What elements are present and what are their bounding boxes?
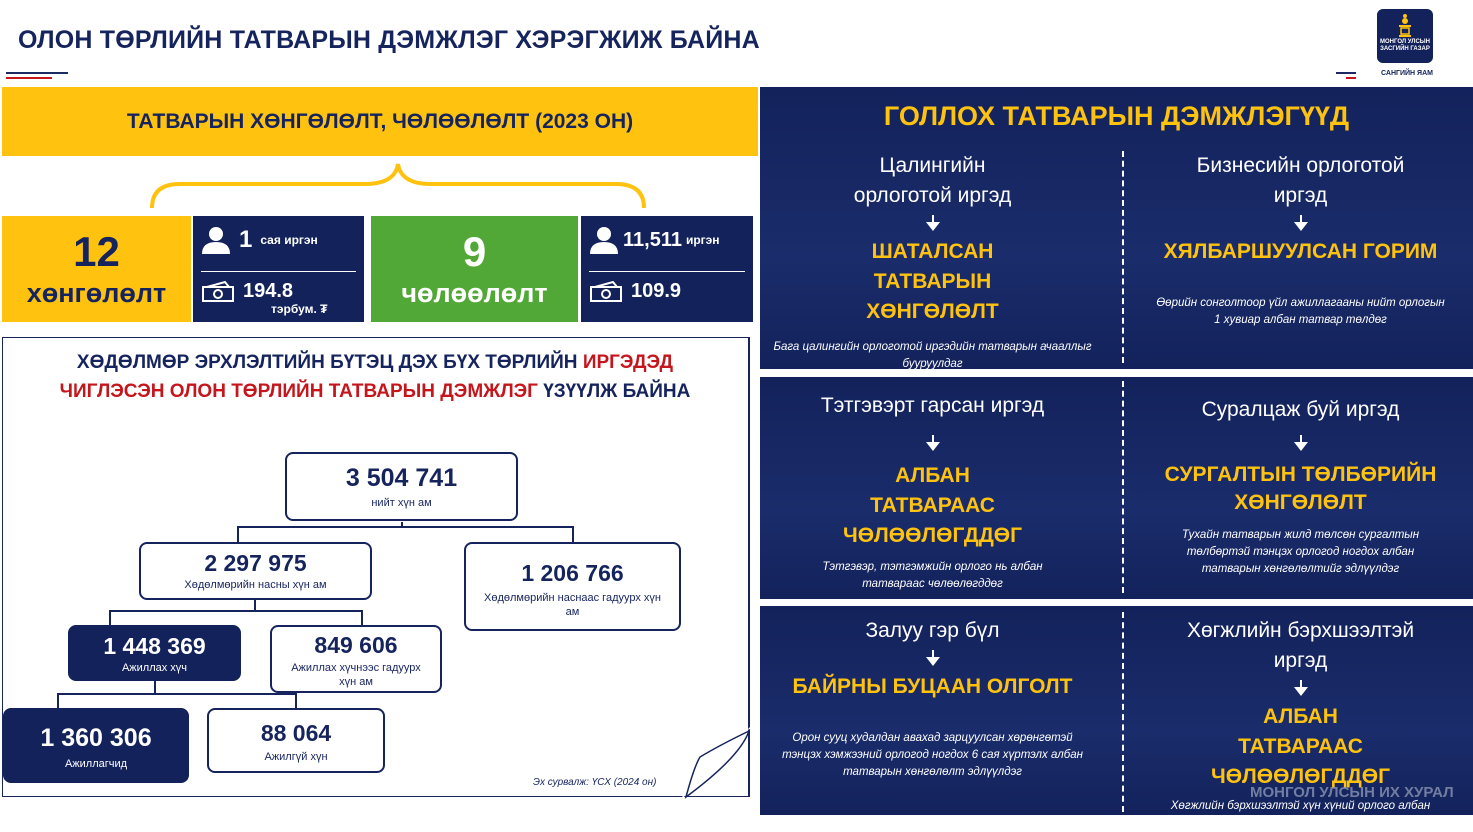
government-logo: [1377, 9, 1433, 63]
supports-section-1: [760, 87, 1473, 369]
person-icon: [201, 226, 231, 254]
brace-icon: [140, 160, 655, 212]
watermark: МОНГОЛ УЛСЫН ИХ ХУРАЛ: [1250, 784, 1454, 801]
ministry-name: САНГИЙН ЯАМ: [1381, 70, 1433, 77]
arrow-down-icon: [1294, 215, 1308, 231]
money-icon: [589, 281, 623, 303]
summary-heading: ТАТВАРЫН ХӨНГӨЛӨЛТ, ЧӨЛӨӨЛӨЛТ (2023 ОН): [2, 87, 758, 156]
reliefs-detail-card: [193, 216, 364, 322]
outside-working-age-node: 1 206 766 Хөдөлмөрийн наснаас гадуурх хүн ам: [464, 542, 681, 631]
support-item-retired: Тэтгэвэрт гарсан иргэд АЛБАН ТАТВАРААС ЧӨЛӨӨЛӨГДДӨГ Тэтгэвэр, тэтгэмжийн орлого нь албан татвараас чөлөөлөгддөг: [820, 394, 1045, 590]
reliefs-count: 12: [73, 228, 120, 275]
title-underline: [6, 72, 68, 74]
support-item-students: Суралцаж буй иргэд СУРГАЛТЫН ТӨЛБӨРИЙН ХӨНГӨЛӨЛТ Тухайн татварын жилд төлсөн сургалтын төлбөртэй тэнцэх орлогод ногдох албан татварын хөнгөлөлтийг эдлүүлдэг: [1164, 398, 1437, 575]
reliefs-count-card: [2, 216, 191, 322]
source-note: Эх сурвалж: ҮСХ (2024 он): [533, 777, 657, 788]
unemployed-node: 88 064 Ажилгүй хүн: [207, 708, 385, 773]
structure-title: ХӨДӨЛМӨР ЭРХЛЭЛТИЙН БҮТЭЦ ДЭХ БҮХ ТӨРЛИЙН ИРГЭДЭД ЧИГЛЭСЭН ОЛОН ТӨРЛИЙН ТАТВАРЫН ДЭМЖЛЭГ ҮЗҮҮЛЖ БАЙНА: [59, 352, 691, 402]
exemptions-people-unit: иргэн: [685, 233, 720, 247]
logo-underline: [1336, 72, 1356, 74]
support-item-salary: Цалингийн орлоготой иргэд ШАТАЛСАН ТАТВАРЫН ХӨНГӨЛӨЛТ Бага цалингийн орлоготой иргэдийн татварын ачааллыг бууруулдаг: [773, 154, 1092, 370]
logo-underline-red: [1346, 77, 1356, 79]
main-supports-panel: [760, 87, 1473, 829]
reliefs-people-unit: сая иргэн: [260, 233, 318, 247]
employed-node: 1 360 306 Ажиллагчид: [3, 708, 189, 783]
arrow-down-icon: [1294, 435, 1308, 451]
exemptions-label: чөлөөлөлт: [401, 278, 548, 308]
reliefs-people-value: 1: [239, 226, 253, 253]
page-title: ОЛОН ТӨРЛИЙН ТАТВАРЫН ДЭМЖЛЭГ ХЭРЭГЖИЖ БАЙНА: [18, 26, 760, 54]
exemptions-amount: 109.9: [631, 280, 682, 302]
arrow-down-icon: [926, 435, 940, 451]
logo-text: МОНГОЛ УЛСЫН ЗАСГИЙН ГАЗАР: [1380, 39, 1430, 52]
exemptions-count-card: [371, 216, 578, 322]
exemptions-detail-card: [581, 216, 753, 322]
arrow-down-icon: [926, 215, 940, 231]
total-population-node: 3 504 741 нийт хүн ам: [285, 452, 518, 521]
outside-labor-force-node: 849 606 Ажиллах хүчнээс гадуурх хүн ам: [270, 625, 442, 693]
support-item-disabled: Хөгжлийн бэрхшээлтэй иргэд АЛБАН ТАТВАРААС ЧӨЛӨӨЛӨГДДӨГ Хөгжлийн бэрхшээлтэй хүн хүний орлого албан татвараас чөлөөлөгддөг: [1170, 619, 1431, 829]
arrow-down-icon: [926, 650, 940, 666]
supports-heading: ГОЛЛОХ ТАТВАРЫН ДЭМЖЛЭГҮҮД: [883, 101, 1350, 131]
arrow-down-icon: [1294, 680, 1308, 696]
reliefs-amount: 194.8: [243, 280, 294, 302]
exemptions-count: 9: [462, 228, 487, 275]
working-age-node: 2 297 975 Хөдөлмөрийн насны хүн ам: [139, 542, 372, 600]
supports-section-2: [760, 377, 1473, 599]
person-icon: [589, 226, 619, 254]
title-underline-red: [6, 77, 52, 79]
reliefs-label: хөнгөлөлт: [26, 278, 167, 308]
amount-unit: тэрбум. ₮: [271, 302, 328, 316]
exemptions-people-value: 11,511: [623, 228, 682, 251]
labor-force-node: 1 448 369 Ажиллах хүч: [68, 625, 241, 681]
support-item-business: Бизнесийн орлоготой иргэд ХЯЛБАРШУУЛСАН ГОРИМ Өөрийн сонголтоор үйл ажиллагааны нийт орлогын 1 хувиар албан татвар төлдөг: [1156, 154, 1445, 326]
support-item-young-family: Залуу гэр бүл БАЙРНЫ БУЦААН ОЛГОЛТ Орон сууц худалдан авахад зарцуулсан хөрөнгөтэй тэнцэх хэмжээний орлогод ногдох 6 сая хүртэлх албан татварын хөнгөлөлт эдлүүлдэг: [782, 619, 1083, 778]
soyombo-icon: [1395, 13, 1415, 37]
money-icon: [201, 281, 235, 303]
